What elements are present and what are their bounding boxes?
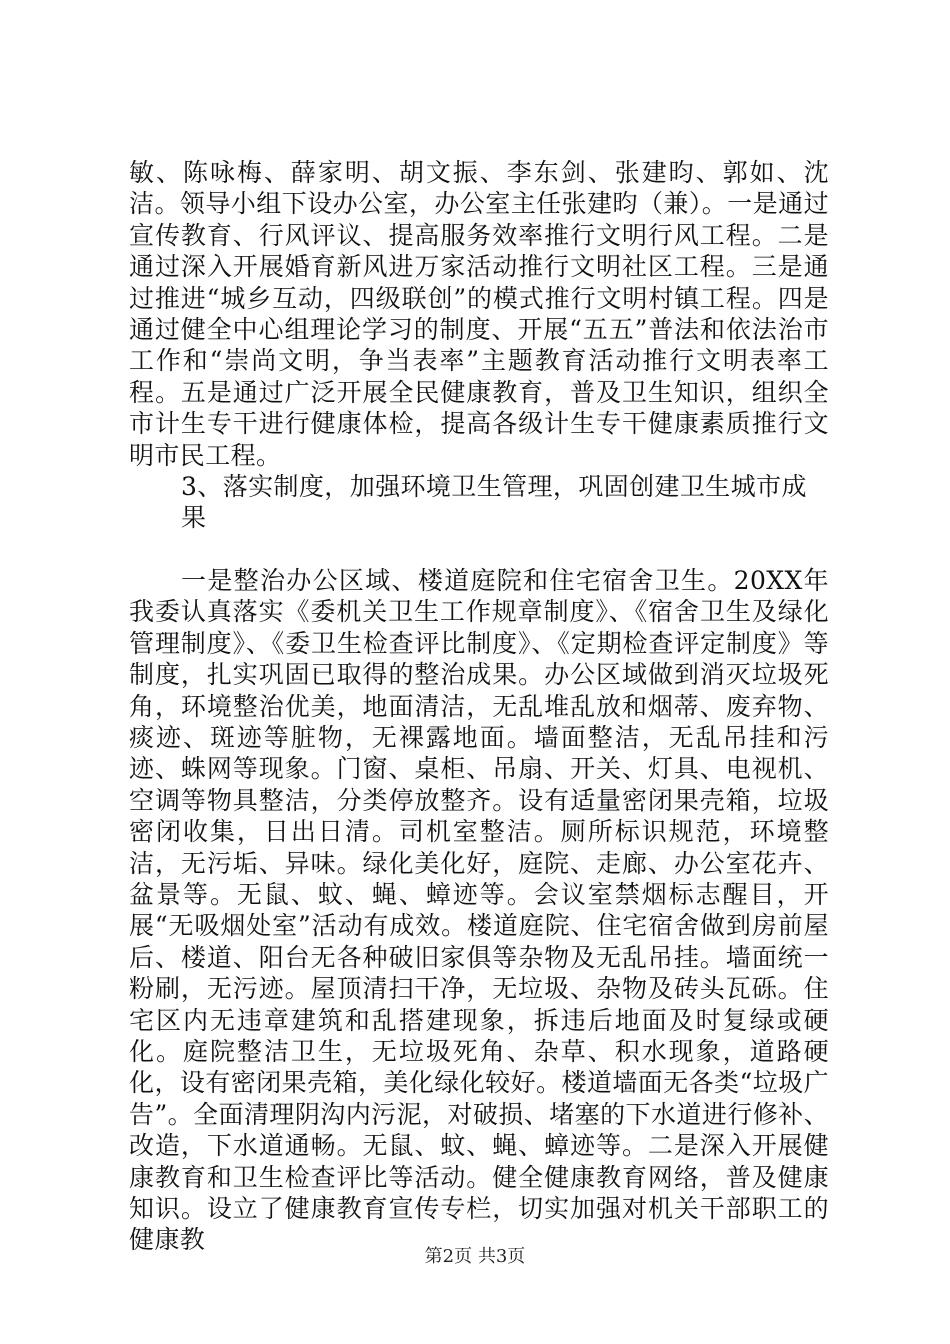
- section-heading: 3、落实制度，加强环境卫生管理，巩固创建卫生城市成果: [181, 472, 807, 533]
- paragraph-body: 一是整治办公区域、楼道庭院和住宅宿舍卫生。20XX年我委认真落实《委机关卫生工作规章制度》、《宿舍卫生及绿化管理制度》、《委卫生检查评比制度》、《定期检查评定制度》等制度，扎实巩固已取得的整治成果。办公区域做到消灭垃圾死角，环境整治优美，地面清洁，无乱堆乱放和烟蒂、废弃物、痰迹、斑迹等脏物，无裸露地面。墙面整洁，无乱吊挂和污迹、蛛网等现象。门窗、桌柜、吊扇、开关、灯具、电视机、空调等物具整洁，分类停放整齐。设有适量密闭果壳箱，垃圾密闭收集，日出日清。司机室整洁。厕所标识规范，环境整洁，无污垢、异味。绿化美化好，庭院、走廊、办公室花卉、盆景等。无鼠、蚊、蝇、蟑迹等。会议室禁烟标志醒目，开展“无吸烟处室”活动有成效。楼道庭院、住宅宿舍做到房前屋后、楼道、阳台无各种破旧家俱等杂物及无乱吊挂。墙面统一粉刷，无污迹。屋顶清扫干净，无垃圾、杂物及砖头瓦砾。住宅区内无违章建筑和乱搭建现象，拆违后地面及时复绿或硬化。庭院整洁卫生，无垃圾死角、杂草、积水现象，道路硬化，设有密闭果壳箱，美化绿化较好。楼道墙面无各类“垃圾广告”。全面清理阴沟内污泥，对破损、堵塞的下水道进行修补、改造，下水道通畅。无鼠、蚊、蝇、蟑迹等。二是深入开展健康教育和卫生检查评比等活动。健全健康教育网络，普及健康知识。设立了健康教育宣传专栏，切实加强对机关干部职工的健康教: [129, 565, 829, 1255]
- paragraph-continued: 敏、陈咏梅、薛家明、胡文振、李东剑、张建昀、郭如、沈洁。领导小组下设办公室，办公室主任张建昀（兼）。一是通过宣传教育、行风评议、提高服务效率推行文明行风工程。二是通过深入开展婚育新风进万家活动推行文明社区工程。三是通过推进“城乡互动，四级联创”的模式推行文明村镇工程。四是通过健全中心组理论学习的制度、开展“五五”普法和依法治市工作和“崇尚文明，争当表率”主题教育活动推行文明表率工程。五是通过广泛开展全民健康教育，普及卫生知识，组织全市计生专干进行健康体检，提高各级计生专干健康素质推行文明市民工程。: [129, 158, 829, 470]
- blank-line: [129, 534, 829, 565]
- page-footer: 第2页 共3页: [424, 1246, 526, 1267]
- document-body: [129, 157, 829, 1256]
